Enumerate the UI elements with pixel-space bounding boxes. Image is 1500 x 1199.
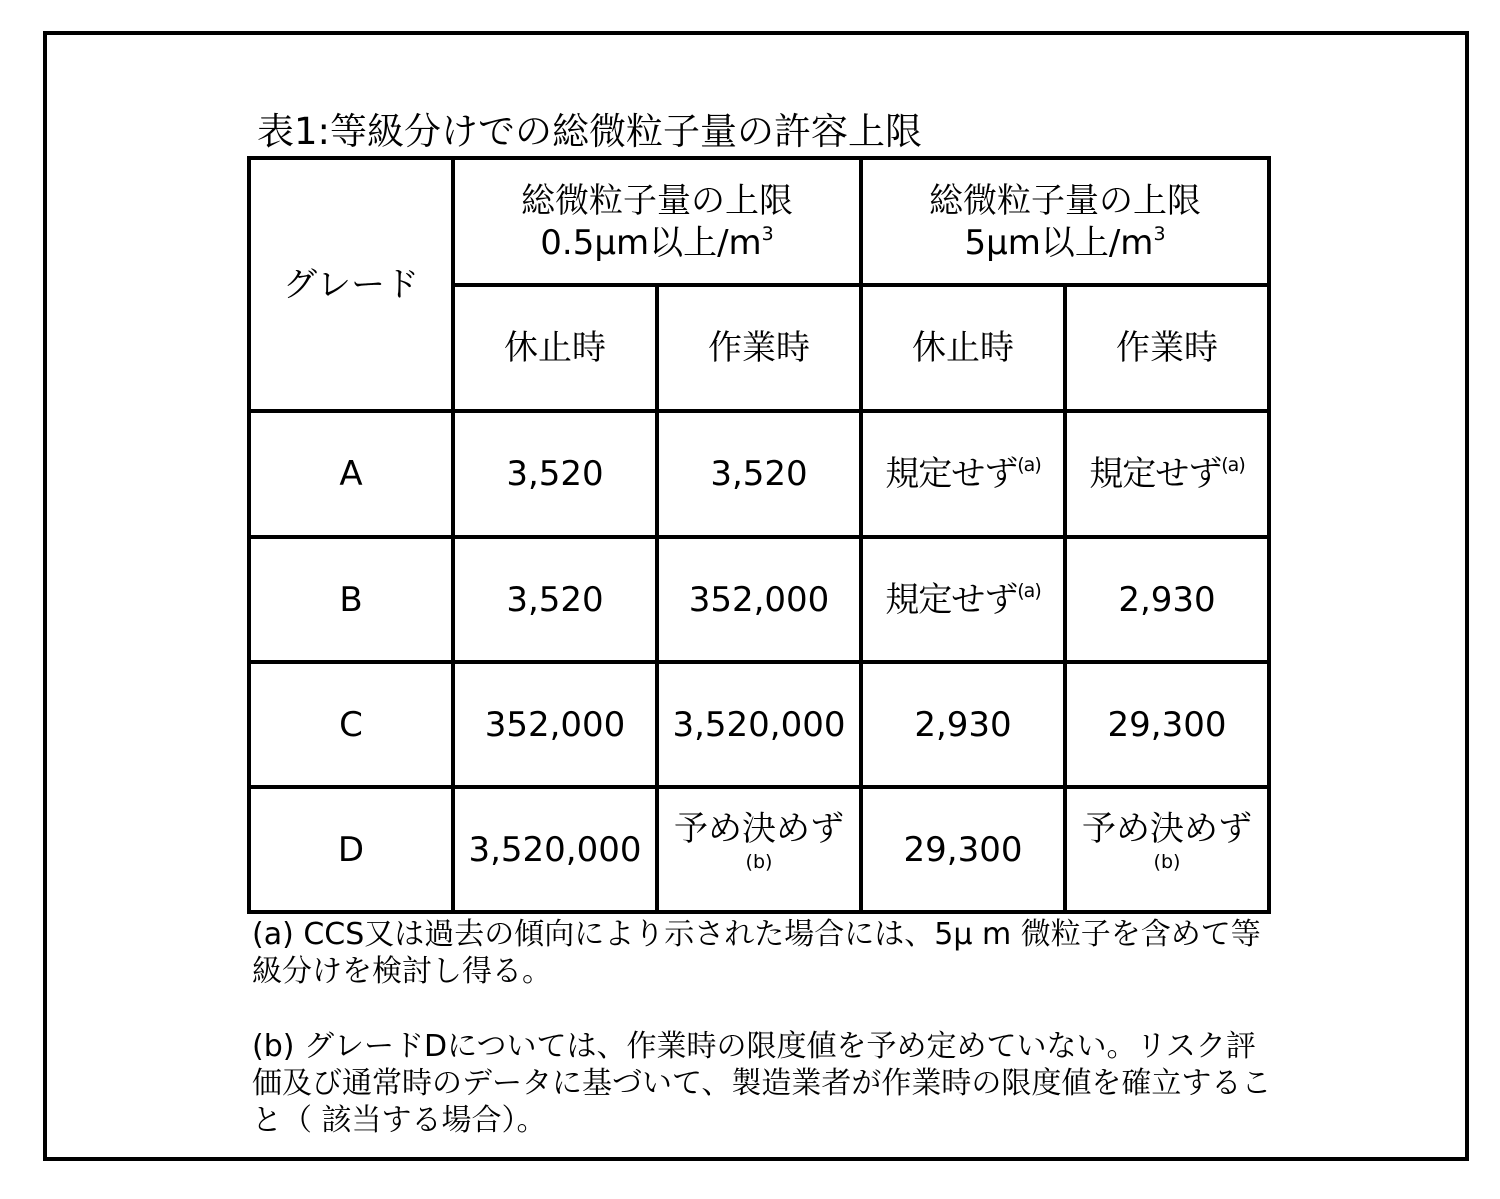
state-header-in-operation: 作業時 (657, 285, 861, 411)
value-cell (861, 411, 1065, 537)
not-specified-text: 規定せず (885, 579, 1018, 620)
value-cell (657, 787, 861, 912)
footnote-mark-a: (a) (1017, 454, 1041, 476)
table-row (249, 662, 1269, 787)
grade-cell: C (249, 662, 453, 787)
footnote-mark-b: (b) (745, 850, 773, 873)
grade-header: グレード (249, 158, 453, 411)
value-cell: 2,930 (861, 662, 1065, 787)
value-cell: 3,520 (453, 411, 657, 537)
footnote-a: (a) CCS又は過去の傾向により示された場合には、5μ m 微粒子を含めて等級分けを検討し得る。 (252, 917, 1261, 989)
value-cell (1065, 787, 1269, 912)
footnote-mark-a: (a) (1017, 579, 1041, 602)
not-specified-text: 規定せず (885, 454, 1018, 494)
value-cell (861, 537, 1065, 662)
state-header-at-rest: 休止時 (861, 285, 1065, 411)
state-header-in-operation: 作業時 (1065, 285, 1269, 411)
state-header-at-rest: 休止時 (453, 285, 657, 411)
footnote-mark-b: (b) (1153, 850, 1181, 873)
value-cell: 3,520 (657, 411, 861, 537)
table-title: 表1:等級分けでの総微粒子量の許容上限 (257, 110, 923, 153)
particle-limit-table (247, 156, 1271, 914)
grade-cell: A (249, 411, 453, 537)
group-header-unit: 0.5μm以上/m (540, 222, 762, 263)
value-cell: 29,300 (861, 787, 1065, 912)
value-cell: 3,520,000 (657, 662, 861, 787)
footnote-b: (b) グレードDについては、作業時の限度値を予め定めていない。リスク評価及び通常時のデータに基づいて、製造業者が作業時の限度値を確立すること（ 該当する場合）。 (252, 1029, 1272, 1138)
value-cell: 3,520 (453, 537, 657, 662)
not-specified-text: 規定せず (1089, 454, 1222, 494)
unit-exponent: 3 (761, 222, 774, 245)
value-cell: 3,520,000 (453, 787, 657, 912)
group-header-row (249, 158, 1269, 285)
unit-exponent: 3 (1153, 222, 1166, 245)
group-header-5um (861, 158, 1269, 285)
value-cell (1065, 411, 1269, 537)
value-cell: 2,930 (1065, 537, 1269, 662)
value-cell: 352,000 (657, 537, 861, 662)
value-cell: 29,300 (1065, 662, 1269, 787)
footnotes (252, 916, 1282, 1139)
group-header-0.5um (453, 158, 861, 285)
group-header-label: 総微粒子量の上限 (929, 180, 1201, 221)
group-header-label: 総微粒子量の上限 (521, 180, 793, 221)
grade-cell: D (249, 787, 453, 912)
not-predetermined-text: 予め決めず (674, 808, 844, 849)
table-row (249, 787, 1269, 912)
grade-cell: B (249, 537, 453, 662)
value-cell: 352,000 (453, 662, 657, 787)
table-row (249, 537, 1269, 662)
table-row (249, 411, 1269, 537)
footnote-mark-a: (a) (1221, 454, 1245, 476)
group-header-unit: 5μm以上/m (964, 222, 1154, 263)
not-predetermined-text: 予め決めず (1082, 808, 1252, 849)
